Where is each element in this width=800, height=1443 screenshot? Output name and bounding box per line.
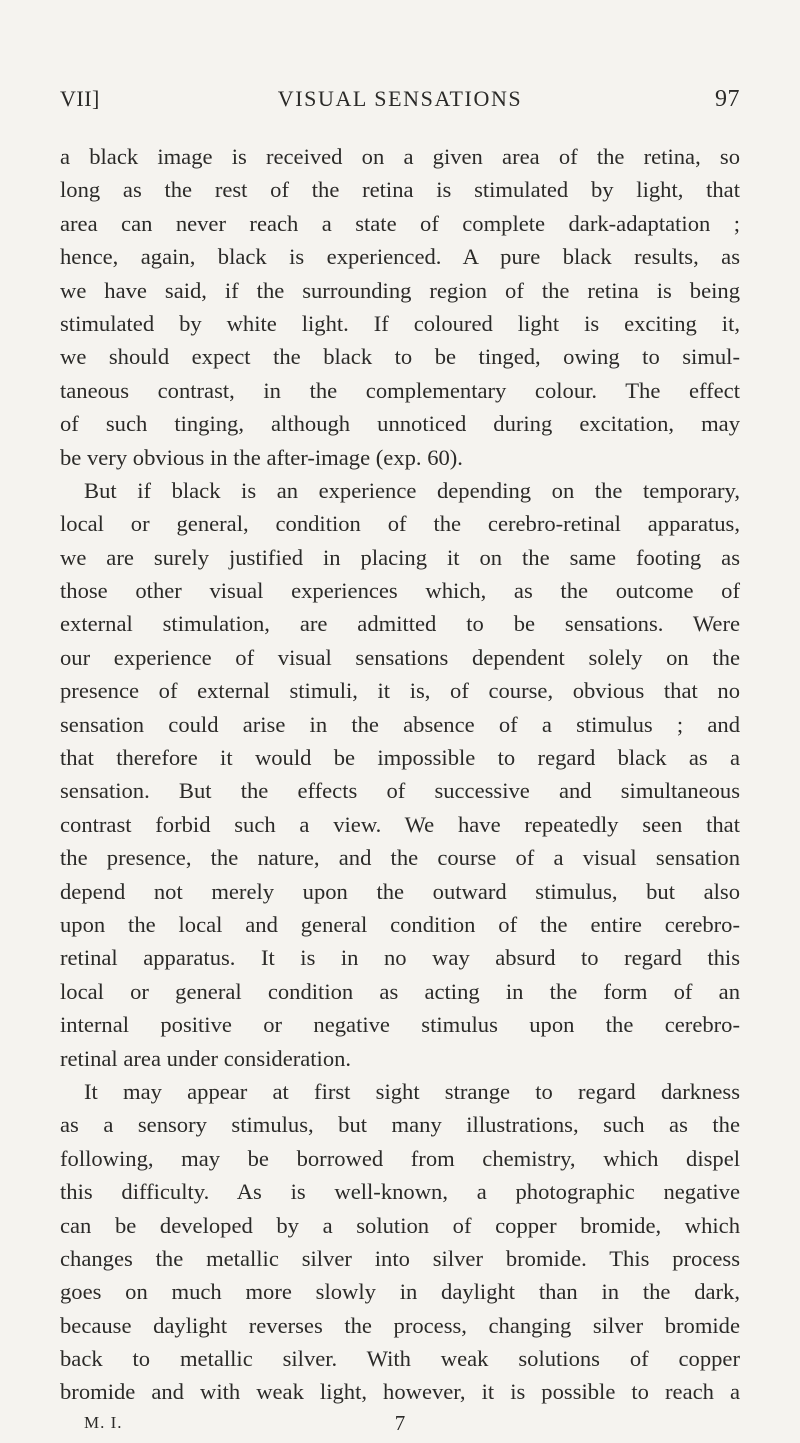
text-line: external stimulation, are admitted to be sensations. Were [60, 611, 740, 637]
text-line: back to metallic silver. With weak solutions of copper [60, 1346, 740, 1372]
page-number: 97 [715, 86, 740, 112]
text-line: a black image is received on a given area of the retina, so [60, 144, 740, 169]
text-line: our experience of visual sensations dependent solely on the [60, 644, 740, 670]
text-line: goes on much more slowly in daylight than in the dark, [60, 1279, 740, 1305]
footer-folio: 7 [394, 1410, 406, 1435]
text-line: this difficulty. As is well-known, a photographic negative [60, 1179, 740, 1205]
chapter-number: VII] [60, 86, 100, 111]
book-page [60, 86, 740, 1443]
text-line: because daylight reverses the process, changing silver bromide [60, 1312, 740, 1338]
text-line: we are surely justified in placing it on the same footing as [60, 544, 740, 570]
text-line: taneous contrast, in the complementary colour. The effect [60, 377, 740, 403]
text-line: It may appear at first sight strange to regard darkness [84, 1078, 740, 1104]
text-line: area can never reach a state of complete dark-adaptation ; [60, 210, 740, 236]
signature-mark: M. I. [84, 1412, 123, 1432]
text-line: that therefore it would be impossible to regard black as a [60, 745, 740, 771]
text-line: local or general condition as acting in the form of an [60, 978, 740, 1004]
text-line: local or general, condition of the cerebro-retinal apparatus, [60, 511, 740, 537]
text-line: sensation could arise in the absence of a stimulus ; and [60, 711, 740, 737]
text-line: upon the local and general condition of the entire cerebro- [60, 911, 740, 937]
text-line: bromide and with weak light, however, it is possible to reach a [60, 1379, 740, 1405]
running-title: VISUAL SENSATIONS [277, 86, 523, 111]
text-line: we have said, if the surrounding region of the retina is being [60, 277, 740, 303]
text-line: be very obvious in the after-image (exp. 60). [60, 444, 463, 470]
text-line: retinal area under consideration. [60, 1045, 352, 1071]
text-line: stimulated by white light. If coloured light is exciting it, [60, 310, 740, 336]
text-line: following, may be borrowed from chemistry, which dispel [60, 1145, 740, 1171]
text-line: long as the rest of the retina is stimulated by light, that [60, 177, 740, 203]
page-footer [60, 1410, 740, 1443]
text-line: hence, again, black is experienced. A pure black results, as [60, 244, 740, 270]
text-line: retinal apparatus. It is in no way absurd to regard this [60, 945, 740, 971]
text-line: depend not merely upon the outward stimulus, but also [60, 878, 740, 904]
text-line: sensation. But the effects of successive and simultaneous [60, 778, 740, 804]
text-line: changes the metallic silver into silver bromide. This process [60, 1245, 740, 1271]
text-line: we should expect the black to be tinged, owing to simul- [60, 344, 740, 370]
text-line: presence of external stimuli, it is, of course, obvious that no [60, 678, 740, 704]
text-line: internal positive or negative stimulus upon the cerebro- [60, 1012, 740, 1038]
text-line: the presence, the nature, and the course of a visual sensation [60, 845, 740, 871]
body-text [60, 140, 740, 1409]
text-line: of such tinging, although unnoticed during excitation, may [60, 411, 740, 437]
text-line: contrast forbid such a view. We have repeatedly seen that [60, 811, 740, 837]
text-line: as a sensory stimulus, but many illustrations, such as the [60, 1112, 740, 1138]
text-line: those other visual experiences which, as the outcome of [60, 578, 740, 604]
text-line: can be developed by a solution of copper bromide, which [60, 1212, 740, 1238]
text-line: But if black is an experience depending on the temporary, [84, 477, 740, 503]
running-head [60, 86, 740, 126]
